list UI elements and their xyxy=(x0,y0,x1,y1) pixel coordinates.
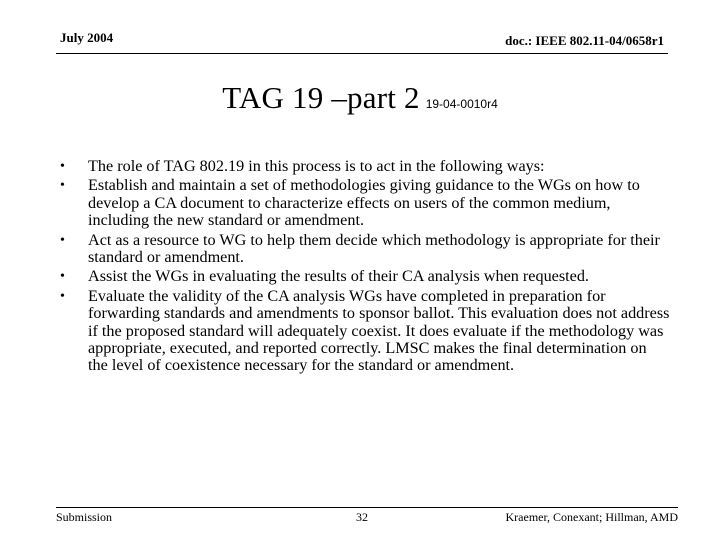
bullet-text: The role of TAG 802.19 in this process is to act in the following ways: xyxy=(88,157,545,175)
bullet-item xyxy=(60,232,670,267)
footer-submission: Submission xyxy=(56,510,113,524)
bullet-text: Establish and maintain a set of methodologies giving guidance to the WGs on how to develop a CA document to characterize effects on users of the common medium, including the new standard or amendment. xyxy=(88,176,640,230)
bullet-text: Act as a resource to WG to help them decide which methodology is appropriate for their standard or amendment. xyxy=(88,230,660,267)
bullet-text: Assist the WGs in evaluating the results of their CA analysis when requested. xyxy=(88,267,589,286)
header-date: July 2004 xyxy=(60,30,114,45)
bullet-marker: • xyxy=(60,288,65,304)
bullet-marker: • xyxy=(60,178,65,194)
bullet-text: Evaluate the validity of the CA analysis WGs have completed in preparation for forwarding standards and amendments to sponsor ballot. This evaluation does not address if the proposed standard will adequately coexist. It does evaluate if the methodology was appropriate, executed, and reported correctly. LMSC makes the final determination on the level of coexistence necessary for the standard or amendment. xyxy=(88,286,670,375)
bullet-item xyxy=(60,177,670,229)
bullet-list xyxy=(60,158,670,377)
footer-page-number: 32 xyxy=(356,510,368,524)
slide-title-block xyxy=(0,80,720,116)
bullet-item xyxy=(60,288,670,375)
bullet-marker: • xyxy=(60,159,65,174)
header-doc-id: doc.: IEEE 802.11-04/0658r1 xyxy=(505,33,664,48)
bullet-item xyxy=(60,268,670,285)
footer-authors: Kraemer, Conexant; Hillman, AMD xyxy=(505,510,678,524)
footer-divider xyxy=(56,507,678,508)
bullet-marker: • xyxy=(60,269,65,285)
bullet-item xyxy=(60,158,670,175)
bullet-marker: • xyxy=(60,232,65,248)
header-divider xyxy=(56,53,668,54)
slide-subtitle: 19-04-0010r4 xyxy=(425,97,498,111)
slide-title: TAG 19 –part 2 xyxy=(222,80,420,115)
